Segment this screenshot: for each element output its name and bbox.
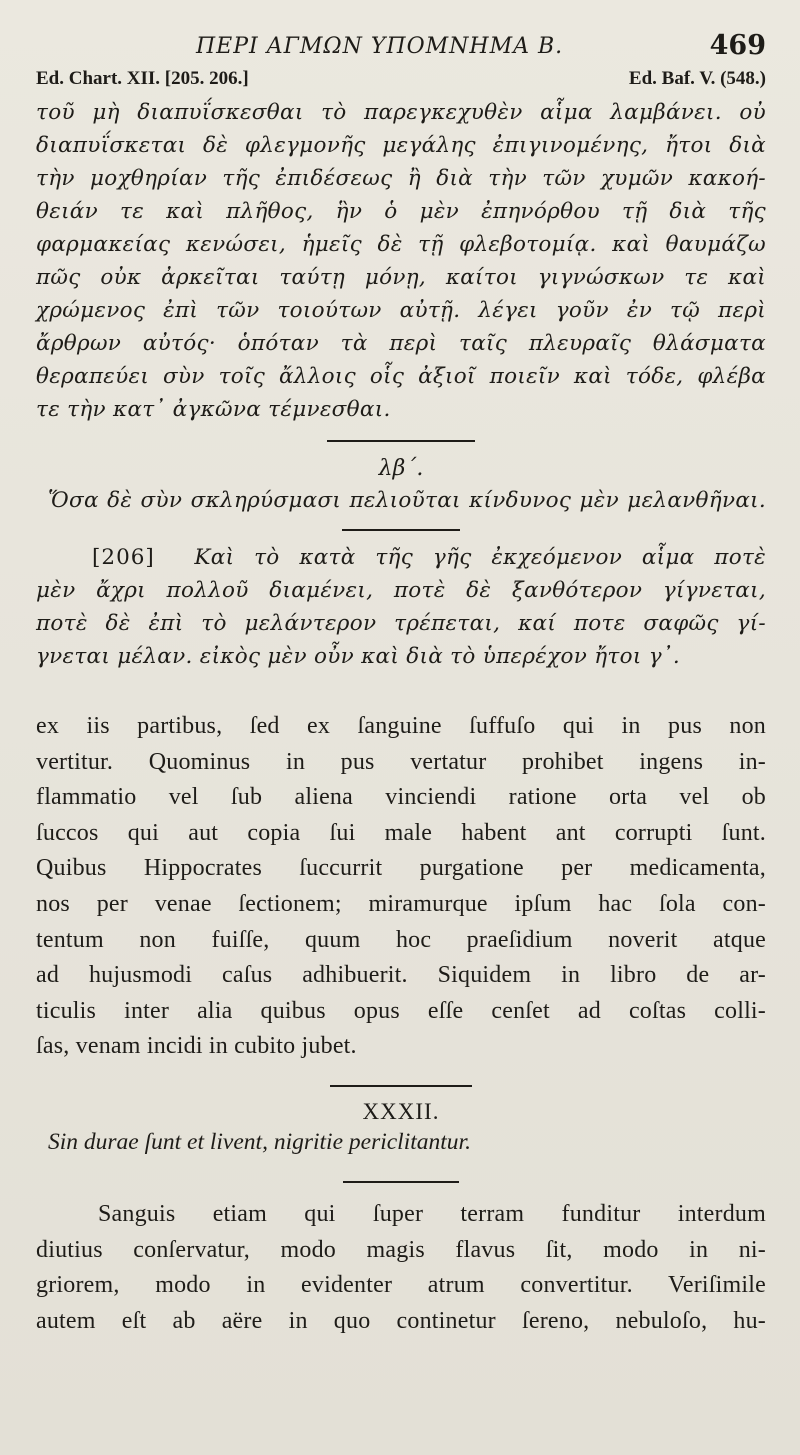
edition-basel: Ed. Baf. V. (548.)	[628, 68, 766, 89]
latin-section-number: XXXII.	[362, 1098, 440, 1124]
text-line: ſuccos qui aut copia ſui male habent ant corrupti ſunt.	[36, 819, 766, 846]
running-head	[36, 30, 766, 68]
text-line: μὲν ἄχρι πολλοῦ διαμένει, ποτὲ δὲ ξανθότερον γίγνεται,	[36, 578, 766, 603]
text-line-content: Καὶ τὸ κατὰ τῆς γῆς ἐκχεόμενον αἷμα ποτὲ	[194, 545, 766, 570]
text-line: Sanguis etiam qui ſuper terram funditur interdum	[98, 1200, 766, 1227]
text-line: χρώμενος ἐπὶ τῶν τοιούτων αὐτῇ. λέγει γοῦν ἐν τῷ περὶ	[36, 298, 766, 323]
edition-chartier: Ed. Chart. XII. [205. 206.]	[36, 68, 249, 89]
text-line: griorem, modo in evidenter atrum convertitur. Veriſimile	[36, 1272, 766, 1299]
running-title: ΠΕΡΙ ΑΓΜΩΝ ΥΠΟΜΝΗΜΑ Β.	[196, 34, 564, 59]
text-line: ad hujusmodi caſus adhibuerit. Siquidem in libro de ar-	[36, 962, 766, 989]
section-divider	[342, 529, 460, 531]
text-line: διαπυΐσκεται δὲ φλεγμονῆς μεγάλης ἐπιγινομένης, ἤτοι διὰ	[36, 133, 766, 158]
greek-aphorism: Ὅσα δὲ σὺν σκληρύσμασι πελιοῦται κίνδυνος μὲν μελανθῆναι.	[48, 488, 766, 513]
page-number: 469	[709, 30, 766, 61]
text-line: flammatio vel ſub aliena vinciendi ratione orta vel ob	[36, 784, 766, 811]
text-line: autem eſt ab aëre in quo continetur ſereno, nebuloſo, hu-	[36, 1307, 766, 1334]
text-line: τοῦ μὴ διαπυΐσκεσθαι τὸ παρεγκεχυθὲν αἷμα λαμβάνει. οὐ	[36, 100, 766, 125]
text-line	[36, 541, 766, 574]
latin-aphorism: Sin durae ſunt et livent, nigritie periclitantur.	[48, 1128, 471, 1155]
text-line: diutius conſervatur, modo magis flavus ſit, modo in ni-	[36, 1236, 766, 1263]
text-line: τε τὴν κατ᾽ ἀγκῶνα τέμνεσθαι.	[36, 397, 391, 422]
page-marker: [206]	[92, 545, 155, 570]
section-divider	[343, 1181, 459, 1183]
text-line: tentum non fuiſſe, quum hoc praeſidium noverit atque	[36, 926, 766, 953]
text-line: ποτὲ δὲ ἐπὶ τὸ μελάντερον τρέπεται, καί ποτε σαφῶς γί-	[36, 611, 766, 636]
section-divider	[327, 440, 475, 442]
text-line: φαρμακείας κενώσει, ἡμεῖς δὲ τῇ φλεβοτομίᾳ. καὶ θαυμάζω	[36, 232, 766, 257]
greek-paragraph-2	[36, 541, 766, 673]
text-line: ex iis partibus, ſed ex ſanguine ſuffuſo qui in pus non	[36, 713, 766, 739]
edition-line	[36, 68, 766, 96]
latin-paragraph-2	[36, 1197, 766, 1339]
greek-section-number: λβ΄.	[378, 456, 424, 481]
latin-paragraph-1	[36, 709, 766, 1065]
text-line: ticulis inter alia quibus opus eſſe cenſet ad coſtas colli-	[36, 997, 766, 1024]
text-line: vertitur. Quominus in pus vertatur prohibet ingens in-	[36, 748, 766, 775]
section-divider	[330, 1085, 472, 1087]
text-line: ἄρθρων αὐτός· ὁπόταν τὰ περὶ ταῖς πλευραῖς θλάσματα	[36, 331, 766, 356]
greek-paragraph-1	[36, 96, 766, 426]
text-line: nos per venae ſectionem; miramurque ipſum hac ſola con-	[36, 890, 766, 917]
text-line: θειάν τε καὶ πλῆθος, ἣν ὁ μὲν ἐπηνόρθου τῇ διὰ τῆς	[36, 199, 766, 224]
text-line: γνεται μέλαν. εἰκὸς μὲν οὖν καὶ διὰ τὸ ὑπερέχον ἤτοι γ᾽.	[36, 644, 681, 669]
text-line: τὴν μοχθηρίαν τῆς ἐπιδέσεως ἢ διὰ τὴν τῶν χυμῶν κακοή-	[36, 166, 766, 191]
text-line: πῶς οὐκ ἀρκεῖται ταύτῃ μόνῃ, καίτοι γιγνώσκων τε καὶ	[36, 265, 766, 290]
text-line: Quibus Hippocrates ſuccurrit purgatione per medicamenta,	[36, 855, 766, 882]
text-line: ſas, venam incidi in cubito jubet.	[36, 1033, 357, 1060]
text-line: θεραπεύει σὺν τοῖς ἄλλοις οἷς ἀξιοῖ ποιεῖν καὶ τόδε, φλέβα	[36, 364, 766, 389]
